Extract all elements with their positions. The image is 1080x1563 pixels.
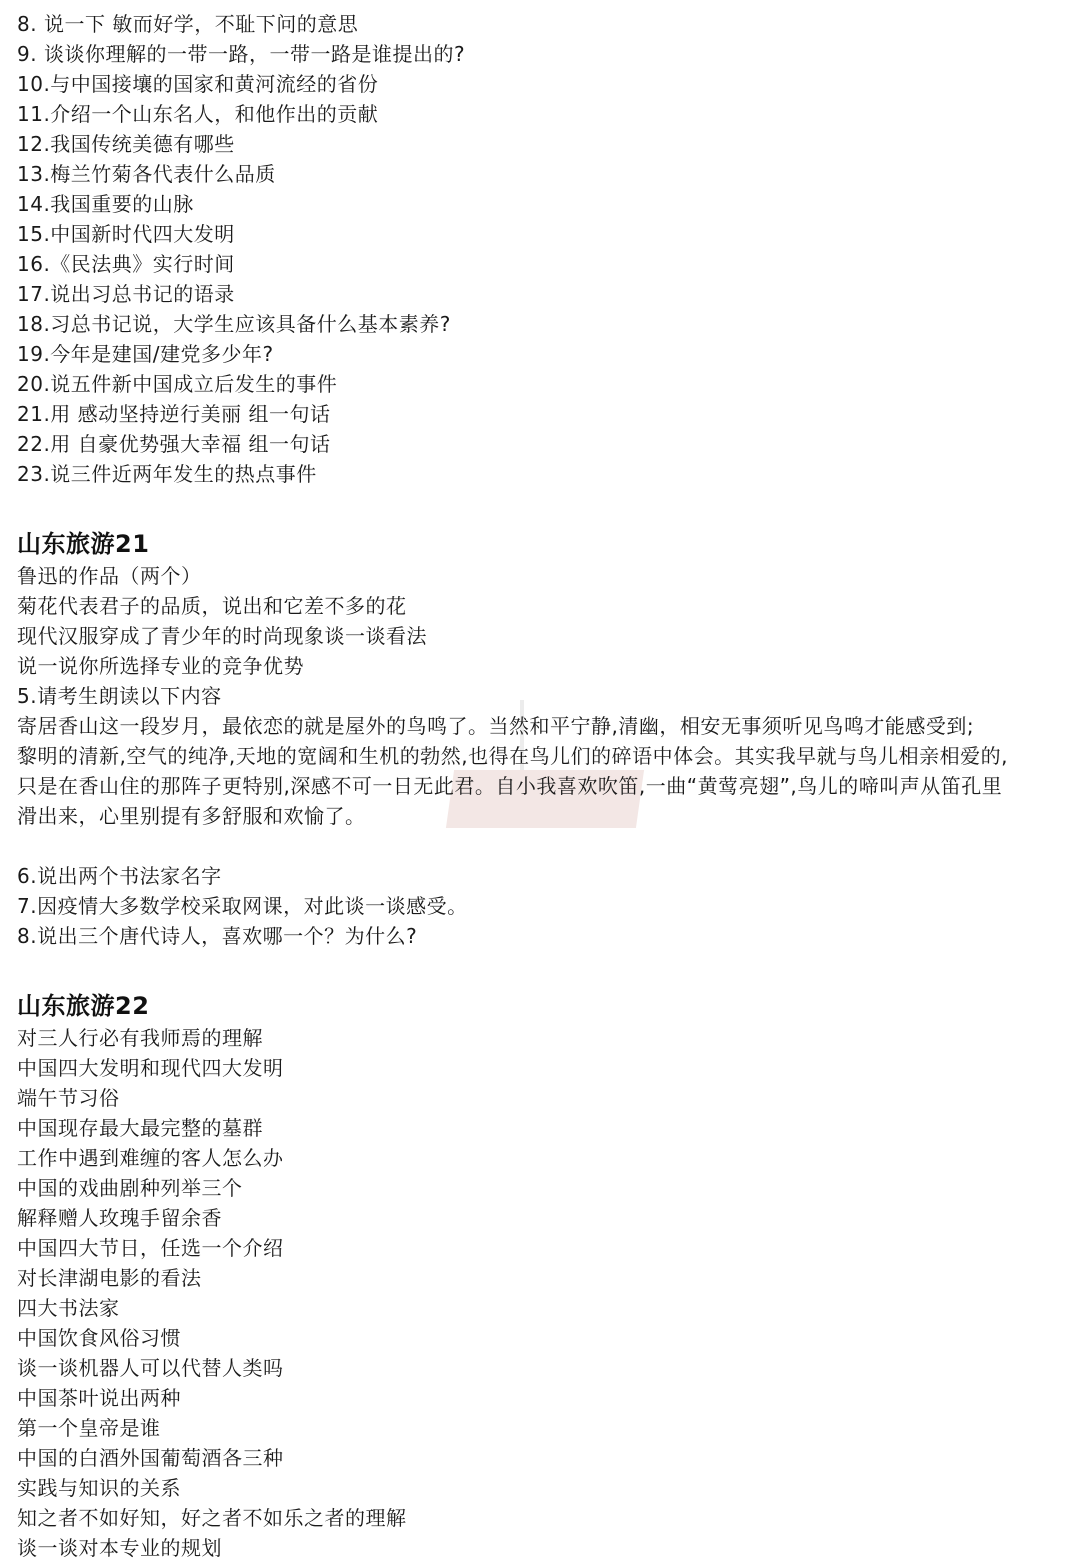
list-item: 说一说你所选择专业的竞争优势 bbox=[17, 654, 304, 678]
passage-line: 滑出来，心里别提有多舒服和欢愉了。 bbox=[17, 804, 366, 828]
list-item: 四大书法家 bbox=[17, 1296, 120, 1320]
list-item: 8.说出三个唐代诗人，喜欢哪一个？为什么? bbox=[17, 924, 418, 948]
list-item: 中国饮食风俗习惯 bbox=[17, 1326, 181, 1350]
list-item: 9. 谈谈你理解的一带一路，一带一路是谁提出的? bbox=[17, 42, 466, 66]
list-item: 10.与中国接壤的国家和黄河流经的省份 bbox=[17, 72, 379, 96]
list-item: 第一个皇帝是谁 bbox=[17, 1416, 161, 1440]
passage-line: 只是在香山住的那阵子更特别,深感不可一日无此君。自小我喜欢吹笛,一曲“黄莺亮翅”,鸟儿的啼叫声从笛孔里 bbox=[17, 774, 1003, 798]
list-item: 8. 说一下 敏而好学，不耻下问的意思 bbox=[17, 12, 359, 36]
document-page bbox=[17, 9, 1067, 1563]
list-item: 15.中国新时代四大发明 bbox=[17, 222, 235, 246]
list-item: 23.说三件近两年发生的热点事件 bbox=[17, 462, 317, 486]
list-item: 实践与知识的关系 bbox=[17, 1476, 181, 1500]
list-item: 18.习总书记说，大学生应该具备什么基本素养? bbox=[17, 312, 451, 336]
list-item: 5.请考生朗读以下内容 bbox=[17, 684, 222, 708]
list-item: 21.用 感动坚持逆行美丽 组一句话 bbox=[17, 402, 331, 426]
list-item: 对长津湖电影的看法 bbox=[17, 1266, 202, 1290]
list-item: 谈一谈对本专业的规划 bbox=[17, 1536, 222, 1560]
list-item: 中国四大发明和现代四大发明 bbox=[17, 1056, 284, 1080]
list-item: 中国的白酒外国葡萄酒各三种 bbox=[17, 1446, 284, 1470]
list-item: 端午节习俗 bbox=[17, 1086, 120, 1110]
list-item: 20.说五件新中国成立后发生的事件 bbox=[17, 372, 338, 396]
list-item: 菊花代表君子的品质，说出和它差不多的花 bbox=[17, 594, 407, 618]
list-item: 11.介绍一个山东名人，和他作出的贡献 bbox=[17, 102, 379, 126]
list-item: 13.梅兰竹菊各代表什么品质 bbox=[17, 162, 276, 186]
list-item: 中国茶叶说出两种 bbox=[17, 1386, 181, 1410]
list-item: 解释赠人玫瑰手留余香 bbox=[17, 1206, 222, 1230]
passage-line: 寄居香山这一段岁月，最依恋的就是屋外的鸟鸣了。当然和平宁静,清幽，相安无事须听见鸟鸣才能感受到; bbox=[17, 714, 975, 738]
list-item: 12.我国传统美德有哪些 bbox=[17, 132, 235, 156]
list-item: 14.我国重要的山脉 bbox=[17, 192, 194, 216]
list-item: 现代汉服穿成了青少年的时尚现象谈一谈看法 bbox=[17, 624, 427, 648]
list-item: 6.说出两个书法家名字 bbox=[17, 864, 222, 888]
list-item: 中国的戏曲剧种列举三个 bbox=[17, 1176, 243, 1200]
passage-line: 黎明的清新,空气的纯净,天地的宽阔和生机的勃然,也得在鸟儿们的碎语中体会。其实我早就与鸟儿相亲相爱的, bbox=[17, 744, 1008, 768]
section-22 bbox=[17, 989, 1067, 1563]
list-item: 7.因疫情大多数学校采取网课，对此谈一谈感受。 bbox=[17, 894, 468, 918]
question-list-top bbox=[17, 9, 1067, 489]
list-item: 工作中遇到难缠的客人怎么办 bbox=[17, 1146, 284, 1170]
list-item: 17.说出习总书记的语录 bbox=[17, 282, 235, 306]
section-heading: 山东旅游21 bbox=[17, 530, 150, 558]
list-item: 对三人行必有我师焉的理解 bbox=[17, 1026, 263, 1050]
list-item: 谈一谈机器人可以代替人类吗 bbox=[17, 1356, 284, 1380]
list-item: 知之者不如好知，好之者不如乐之者的理解 bbox=[17, 1506, 407, 1530]
section-heading: 山东旅游22 bbox=[17, 992, 150, 1020]
list-item: 中国现存最大最完整的墓群 bbox=[17, 1116, 263, 1140]
list-item: 鲁迅的作品（两个） bbox=[17, 564, 202, 588]
list-item: 中国四大节日，任选一个介绍 bbox=[17, 1236, 284, 1260]
list-item: 22.用 自豪优势强大幸福 组一句话 bbox=[17, 432, 331, 456]
list-item: 19.今年是建国/建党多少年? bbox=[17, 342, 274, 366]
list-item: 16.《民法典》实行时间 bbox=[17, 252, 235, 276]
section-21 bbox=[17, 527, 1067, 951]
